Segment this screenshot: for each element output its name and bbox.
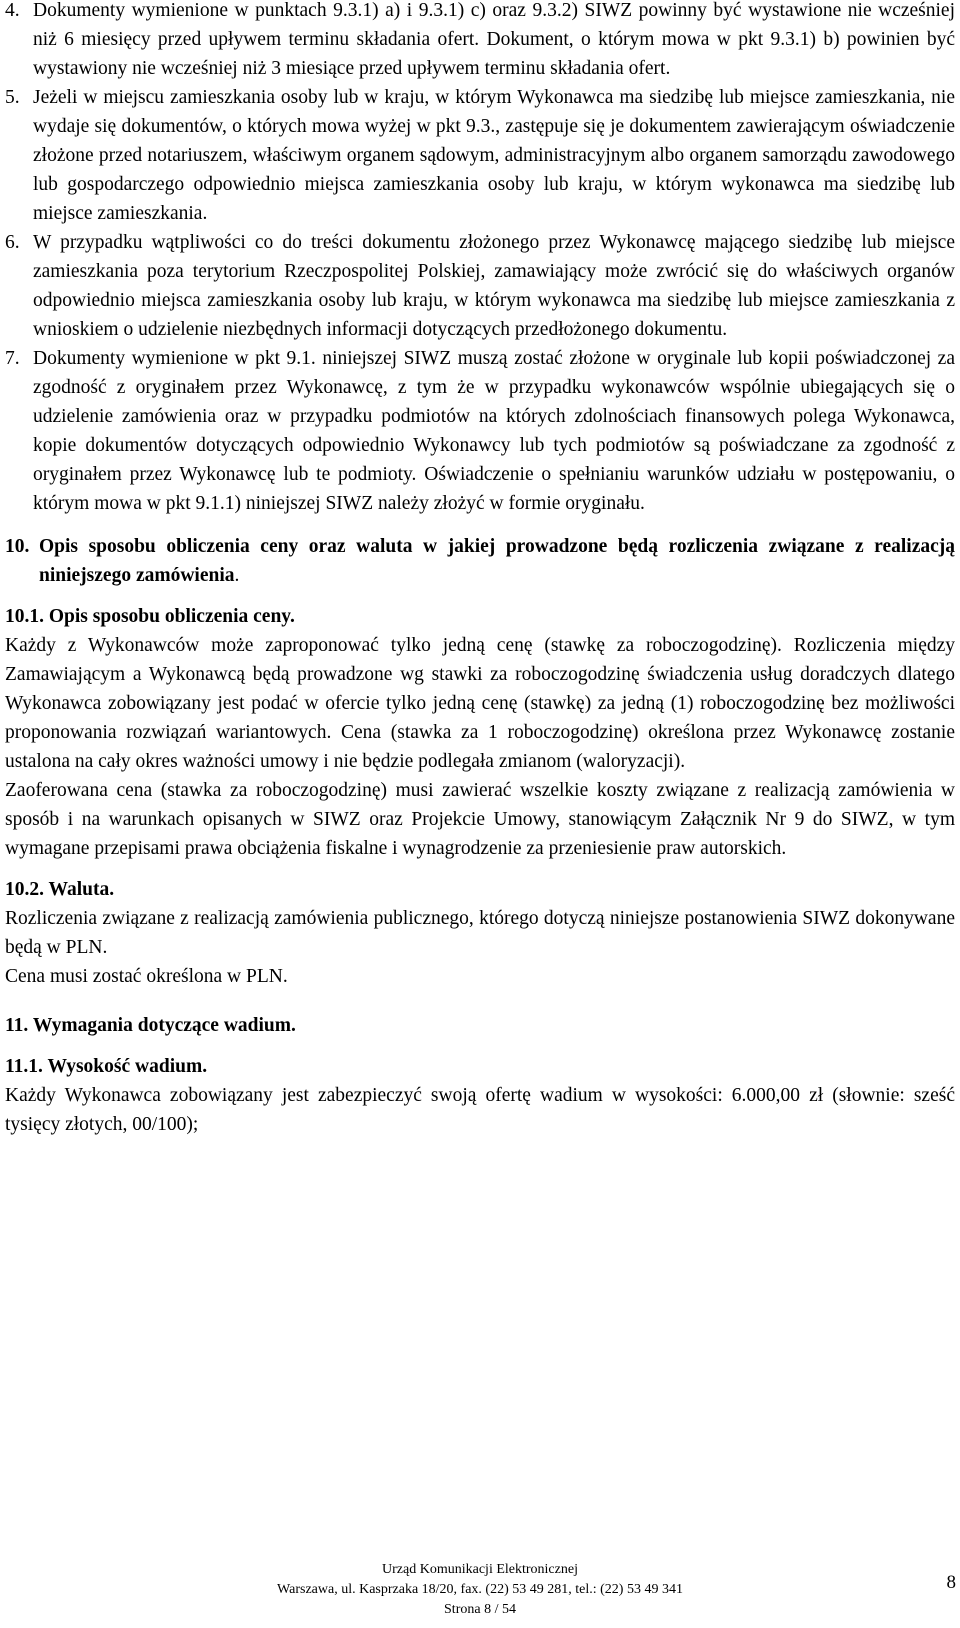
footer-page-label: Strona 8 / 54 (444, 1602, 516, 1617)
subsection-11-1-heading: 11.1. Wysokość wadium. (5, 1056, 208, 1077)
point-6 (5, 228, 955, 344)
point-number: 6. (5, 232, 20, 253)
point-7 (5, 344, 955, 518)
point-text: Dokumenty wymienione w pkt 9.1. niniejszej SIWZ muszą zostać złożone w oryginale lub kopii poświadczonej za zgodność z oryginałem przez Wykonawcę, z tym że w przypadku wykonawców wspólnie ubiegających się o udzielenie zamówienia oraz w przypadku podmiotów na których zdolnościach finansowych polega Wykonawca, kopie dokumentów dotyczących odpowiednio Wykonawcy lub tych podmiotów są poświadczane za zgodność z oryginałem przez Wykonawcę lub te podmioty. Oświadczenie o spełnianiu warunków udziału w postępowaniu, o którym mowa w pkt 9.1.1) niniejszej SIWZ należy złożyć w formie oryginału. (33, 348, 955, 514)
subsection-10-1-paragraph: Zaoferowana cena (stawka za roboczogodzinę) musi zawierać wszelkie koszty związane z realizacją zamówienia w sposób i na warunkach opisanych w SIWZ oraz Projekcie Umowy, stanowiącym Załącznik Nr 9 do SIWZ, w tym wymagane przepisami prawa obciążenia fiskalne i wynagrodzenie za przeniesienie praw autorskich. (5, 780, 955, 859)
point-text: Jeżeli w miejscu zamieszkania osoby lub w kraju, w którym Wykonawca ma siedzibę lub miejsce zamieszkania, nie wydaje się dokumentów, o których mowa wyżej w pkt 9.3., zastępuje się je dokumentem zawierającym oświadczenie złożone przed notariuszem, właściwym organem sądowym, administracyjnym albo organem samorządu zawodowego lub gospodarczego odpowiednio miejsca zamieszkania osoby lub kraju, w którym wykonawca ma siedzibę lub miejsce zamieszkania. (33, 87, 955, 224)
section-title: Opis sposobu obliczenia ceny oraz waluta w jakiej prowadzone będą rozliczenia związane z realizacją niniejszego zamówienia (39, 536, 955, 586)
point-4 (5, 0, 955, 83)
footer-org: Urząd Komunikacji Elektronicznej (382, 1562, 578, 1577)
subsection-10-1-paragraph: Każdy z Wykonawców może zaproponować tylko jedną cenę (stawkę za roboczogodzinę). Rozliczenia między Zamawiającym a Wykonawcą będą prowadzone wg stawki za roboczogodzinę świadczenia usług doradczych dlatego Wykonawca zobowiązany jest podać w ofercie tylko jedną cenę (stawkę) za jedną (1) roboczogodzinę bez możliwości proponowania rozwiązań wariantowych. Cena (stawka za 1 roboczogodzinę) określona przez Wykonawcę zostanie ustalona na cały okres ważności umowy i nie będzie podlegała zmianom (waloryzacji). (5, 635, 955, 772)
subsection-10-2-heading: 10.2. Waluta. (5, 879, 115, 900)
point-number: 5. (5, 87, 20, 108)
point-5 (5, 83, 955, 228)
section-number: 10. (5, 536, 30, 557)
section-title-dot: . (234, 565, 240, 586)
footer-address: Warszawa, ul. Kasprzaka 18/20, fax. (22) 53 49 281, tel.: (22) 53 49 341 (277, 1582, 683, 1597)
point-number: 4. (5, 0, 20, 21)
page-footer (0, 1560, 960, 1620)
subsection-10-2-paragraph: Rozliczenia związane z realizacją zamówienia publicznego, którego dotyczą niniejsze postanowienia SIWZ dokonywane będą w PLN. (5, 908, 955, 958)
subsection-10-2-paragraph: Cena musi zostać określona w PLN. (5, 966, 288, 987)
subsection-11-1-paragraph: Każdy Wykonawca zobowiązany jest zabezpieczyć swoją ofertę wadium w wysokości: 6.000,00 zł (słownie: sześć tysięcy złotych, 00/100); (5, 1085, 955, 1135)
point-text: W przypadku wątpliwości co do treści dokumentu złożonego przez Wykonawcę mającego siedzibę lub miejsce zamieszkania poza terytorium Rzeczpospolitej Polskiej, zamawiający może zwrócić się do właściwych organów odpowiednio miejsca zamieszkania osoby lub kraju, w którym wykonawca ma siedzibę lub miejsce zamieszkania z wnioskiem o udzielenie niezbędnych informacji dotyczących przedłożonego dokumentu. (33, 232, 955, 340)
document-body (5, 0, 955, 1139)
point-number: 7. (5, 348, 20, 369)
section-10-heading (5, 532, 955, 590)
section-11-heading: 11. Wymagania dotyczące wadium. (5, 1015, 296, 1036)
page-number: 8 (946, 1572, 956, 1593)
subsection-10-1-heading: 10.1. Opis sposobu obliczenia ceny. (5, 606, 295, 627)
point-text: Dokumenty wymienione w punktach 9.3.1) a) i 9.3.1) c) oraz 9.3.2) SIWZ powinny być wystawione nie wcześniej niż 6 miesięcy przed upływem terminu składania ofert. Dokument, o którym mowa w pkt 9.3.1) b) powinien być wystawiony nie wcześniej niż 3 miesiące przed upływem terminu składania ofert. (33, 0, 955, 79)
